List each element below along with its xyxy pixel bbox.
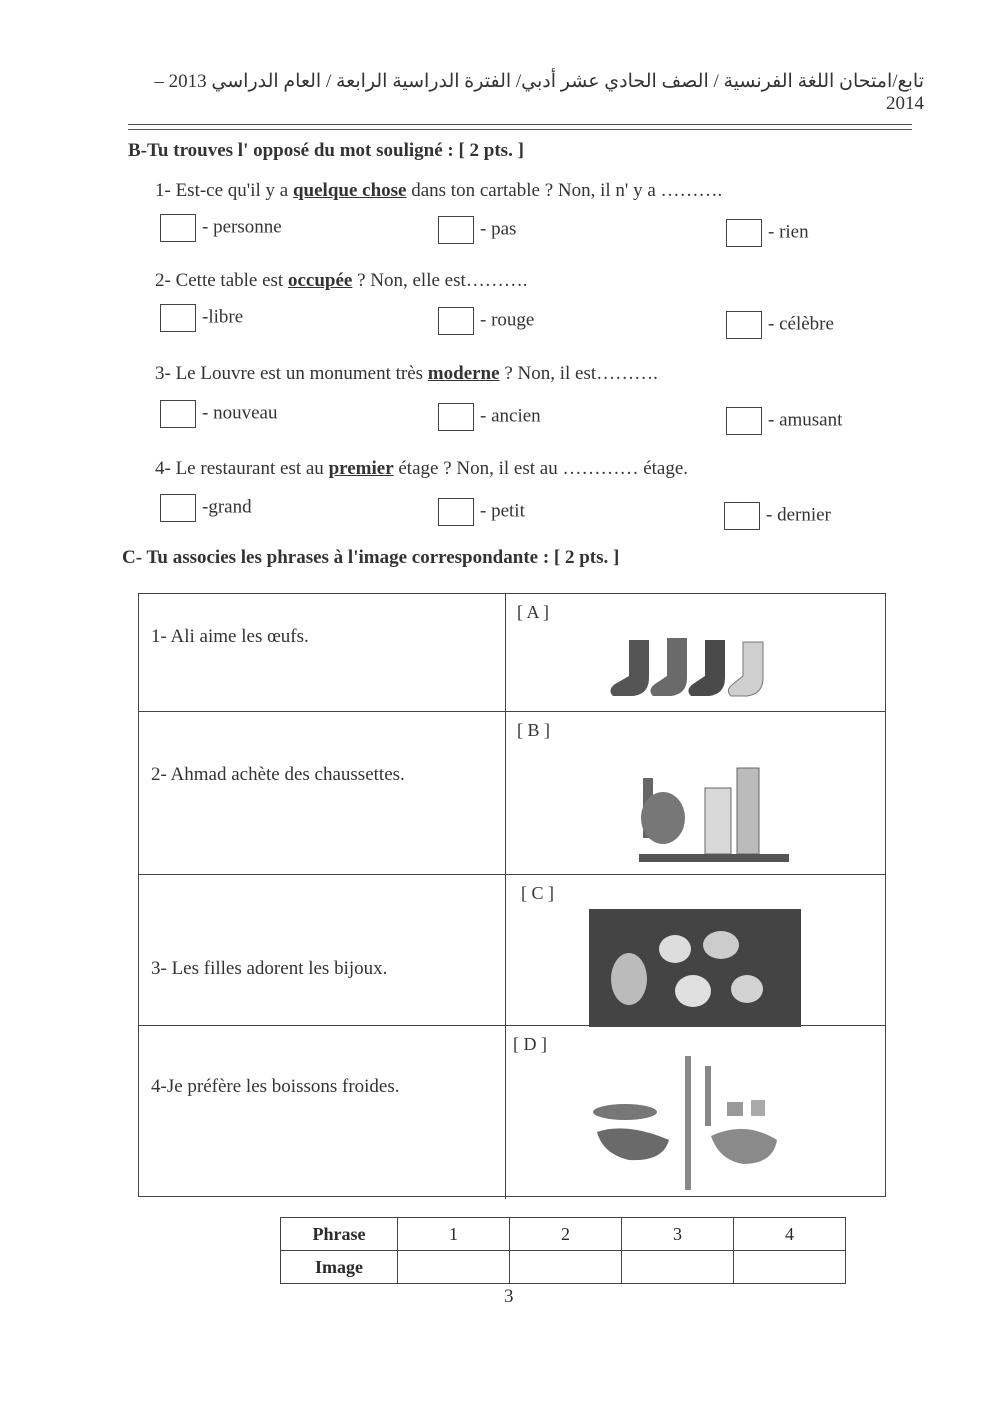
sentence-1: 1- Ali aime les œufs. <box>151 626 309 647</box>
jewelry-image <box>591 1056 791 1196</box>
answer-checkbox[interactable] <box>438 498 474 526</box>
option-1b: - pas <box>438 216 516 244</box>
option-3c: - amusant <box>726 407 842 435</box>
header-rule <box>128 129 912 130</box>
sentence-cell <box>139 875 506 1026</box>
answer-cell[interactable] <box>398 1251 510 1284</box>
underlined-word: moderne <box>427 363 500 384</box>
image-header: Image <box>281 1251 398 1284</box>
table-row <box>139 711 885 875</box>
page-number: 3 <box>504 1286 514 1307</box>
option-4a: -grand <box>160 494 252 522</box>
table-row <box>281 1218 846 1251</box>
phrase-number: 1 <box>398 1218 510 1251</box>
answer-checkbox[interactable] <box>160 494 196 522</box>
answer-grid <box>280 1217 846 1284</box>
phrase-number: 3 <box>622 1218 734 1251</box>
phrase-header: Phrase <box>281 1218 398 1251</box>
option-4c: - dernier <box>724 502 831 530</box>
answer-checkbox[interactable] <box>160 214 196 242</box>
underlined-word: occupée <box>287 270 353 291</box>
question-4: 4- Le restaurant est au premier étage ? Non, il est au ………… étage. <box>155 458 689 479</box>
sentence-2: 2- Ahmad achète des chaussettes. <box>151 764 405 785</box>
section-b-title: B-Tu trouves l' opposé du mot souligné : [ 2 pts. ] <box>128 140 524 161</box>
answer-checkbox[interactable] <box>160 400 196 428</box>
option-3a: - nouveau <box>160 400 277 428</box>
question-3: 3- Le Louvre est un monument très moderne ? Non, il est………. <box>155 363 658 384</box>
answer-checkbox[interactable] <box>438 403 474 431</box>
phrase-number: 2 <box>510 1218 622 1251</box>
table-row <box>139 594 885 711</box>
underlined-word: quelque chose <box>292 180 407 201</box>
phrase-number: 4 <box>734 1218 846 1251</box>
image-label-c: [ C ] <box>521 883 554 903</box>
option-2a: -libre <box>160 304 243 332</box>
answer-cell[interactable] <box>622 1251 734 1284</box>
table-row <box>139 874 885 1026</box>
question-1: 1- Est-ce qu'il y a quelque chose dans ton cartable ? Non, il n' y a ………. <box>155 180 723 201</box>
answer-checkbox[interactable] <box>726 219 762 247</box>
option-2c: - célèbre <box>726 311 834 339</box>
image-label-a: [ A ] <box>517 602 550 622</box>
answer-checkbox[interactable] <box>726 311 762 339</box>
underlined-word: premier <box>328 458 394 479</box>
image-label-b: [ B ] <box>517 720 550 740</box>
option-4b: - petit <box>438 498 525 526</box>
question-2: 2- Cette table est occupée ? Non, elle est………. <box>155 270 528 291</box>
answer-checkbox[interactable] <box>160 304 196 332</box>
page-header: تابع/امتحان اللغة الفرنسية / الصف الحادي عشر أدبي/ الفترة الدراسية الرابعة / العام الدراسي 2013 – 2014 <box>154 71 924 114</box>
table-row <box>281 1251 846 1284</box>
eggs-image <box>589 909 801 1027</box>
image-label-d: [ D ] <box>513 1034 547 1054</box>
answer-checkbox[interactable] <box>724 502 760 530</box>
sentence-cell <box>139 1026 506 1199</box>
answer-cell[interactable] <box>510 1251 622 1284</box>
answer-checkbox[interactable] <box>438 307 474 335</box>
answer-checkbox[interactable] <box>726 407 762 435</box>
sentence-cell <box>139 712 506 875</box>
option-2b: - rouge <box>438 307 534 335</box>
sentence-cell <box>139 594 506 711</box>
sentence-3: 3- Les filles adorent les bijoux. <box>151 958 388 979</box>
socks-image <box>609 634 779 706</box>
option-1c: - rien <box>726 219 809 247</box>
answer-cell[interactable] <box>734 1251 846 1284</box>
section-c-title: C- Tu associes les phrases à l'image correspondante : [ 2 pts. ] <box>122 547 620 568</box>
sentence-4: 4-Je préfère les boissons froides. <box>151 1076 400 1097</box>
option-3b: - ancien <box>438 403 541 431</box>
matching-table <box>138 593 886 1197</box>
table-row <box>139 1025 885 1199</box>
answer-checkbox[interactable] <box>438 216 474 244</box>
header-rule <box>128 124 912 125</box>
drinks-image <box>633 758 793 868</box>
option-1a: - personne <box>160 214 282 242</box>
